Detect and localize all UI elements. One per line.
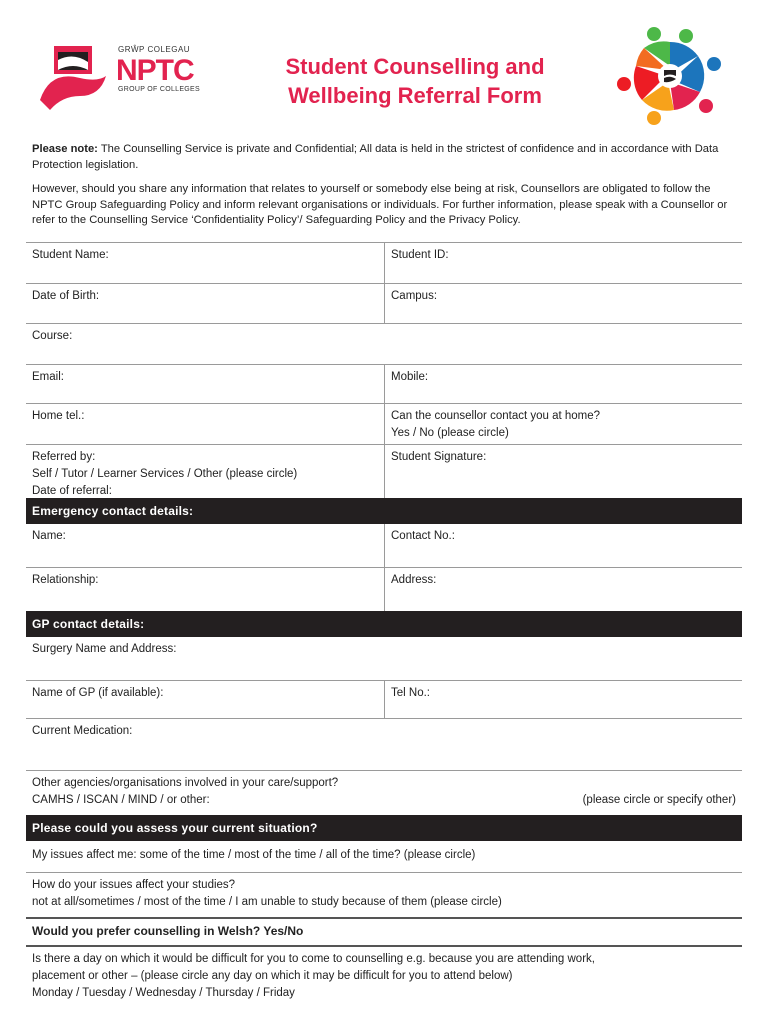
note-paragraph-1: The Counselling Service is private and Confidential; All data is held in the strictest of confidence and in accordance with Data Protection legislation.	[32, 143, 719, 171]
confidentiality-note	[32, 142, 738, 173]
ec-name-field[interactable]: Name:	[26, 524, 385, 567]
row-ec-name	[26, 524, 742, 567]
row-home	[26, 403, 742, 444]
student-id-field[interactable]: Student ID:	[391, 249, 449, 261]
logo-main-text: NPTC	[116, 54, 194, 87]
welsh-preference-field[interactable]: Would you prefer counselling in Welsh? Yes/No	[32, 924, 304, 938]
dob-field[interactable]: Date of Birth:	[26, 284, 385, 323]
days-options[interactable]: Monday / Tuesday / Wednesday / Thursday / Friday	[32, 987, 295, 999]
page-header	[0, 0, 770, 140]
nptc-logo	[36, 40, 216, 116]
ec-relationship-field[interactable]: Relationship:	[26, 568, 385, 611]
ec-contact-field[interactable]: Contact No.:	[391, 530, 455, 542]
row-issues	[26, 841, 742, 872]
assess-heading: Please could you assess your current situation?	[26, 815, 742, 841]
row-medication	[26, 718, 742, 770]
gp-tel-field[interactable]: Tel No.:	[391, 687, 430, 699]
student-name-field[interactable]: Student Name:	[26, 243, 385, 283]
course-field[interactable]: Course:	[32, 330, 73, 342]
row-email	[26, 364, 742, 403]
studies-question: How do your issues affect your studies?	[32, 879, 236, 891]
home-tel-field[interactable]: Home tel.:	[26, 404, 385, 444]
agencies-hint: (please circle or specify other)	[582, 794, 736, 806]
note-label: Please note:	[32, 143, 98, 155]
referred-by-label: Referred by:	[32, 451, 96, 463]
student-signature-field[interactable]: Student Signature:	[391, 451, 487, 463]
mobile-field[interactable]: Mobile:	[391, 371, 429, 383]
days-question-2: placement or other – (please circle any day on which it may be difficult for you to attend below)	[32, 970, 513, 982]
row-student	[26, 242, 742, 283]
referred-by-field[interactable]	[26, 445, 385, 498]
agencies-question: Other agencies/organisations involved in your care/support?	[32, 777, 339, 789]
emergency-contact-heading: Emergency contact details:	[26, 498, 742, 524]
campus-field[interactable]: Campus:	[391, 290, 438, 302]
gp-name-field[interactable]: Name of GP (if available):	[26, 681, 385, 718]
row-welsh	[26, 917, 742, 945]
safeguarding-note: However, should you share any information that relates to yourself or somebody else being at risk, Counsellors are obligated to follow the NPTC Group Safeguarding Policy and inform relevant organisations or individuals. For further information, please speak with a Counsellor or refer to the Counselling Service ‘Confidentiality Policy’/ Safeguarding Policy and the Privacy Policy.	[32, 183, 728, 226]
contact-home-question: Can the counsellor contact you at home?	[391, 410, 601, 422]
row-ec-relationship	[26, 567, 742, 611]
date-referral-label: Date of referral:	[32, 485, 112, 497]
contact-home-field[interactable]	[385, 404, 742, 444]
agencies-options[interactable]: CAMHS / ISCAN / MIND / or other:	[32, 794, 210, 806]
difficult-days-field[interactable]	[26, 947, 742, 1007]
title-line-1: Student Counselling and	[285, 54, 545, 79]
row-studies	[26, 872, 742, 917]
contact-home-options[interactable]: Yes / No (please circle)	[391, 427, 509, 439]
row-days	[26, 945, 742, 1007]
email-field[interactable]: Email:	[26, 365, 385, 403]
title-line-2: Wellbeing Referral Form	[288, 83, 542, 108]
referred-by-options[interactable]: Self / Tutor / Learner Services / Other (please circle)	[32, 468, 298, 480]
gp-surgery-field[interactable]: Surgery Name and Address:	[32, 643, 177, 655]
ec-address-field[interactable]: Address:	[391, 574, 437, 586]
medication-field[interactable]: Current Medication:	[32, 725, 133, 737]
logo-sub-text: GROUP OF COLLEGES	[118, 86, 200, 93]
logo-top-text: GRŴP COLEGAU	[118, 45, 191, 54]
nptc-logo-mark	[36, 40, 116, 116]
referral-form	[26, 242, 742, 1007]
page-title	[250, 52, 580, 110]
studies-field[interactable]	[26, 873, 742, 917]
row-gp-name	[26, 680, 742, 718]
row-course	[26, 323, 742, 364]
agencies-field[interactable]	[26, 771, 742, 815]
studies-options[interactable]: not at all/sometimes / most of the time / I am unable to study because of them (please circle)	[32, 896, 502, 908]
row-dob	[26, 283, 742, 323]
issues-affect-field[interactable]: My issues affect me: some of the time / most of the time / all of the time? (please circle)	[32, 849, 476, 861]
row-gp-surgery	[26, 637, 742, 680]
puzzle-people-icon	[614, 26, 726, 126]
row-referral	[26, 444, 742, 498]
row-agencies	[26, 770, 742, 815]
days-question-1: Is there a day on which it would be difficult for you to come to counselling e.g. because you are attending work,	[32, 953, 595, 965]
gp-contact-heading: GP contact details:	[26, 611, 742, 637]
